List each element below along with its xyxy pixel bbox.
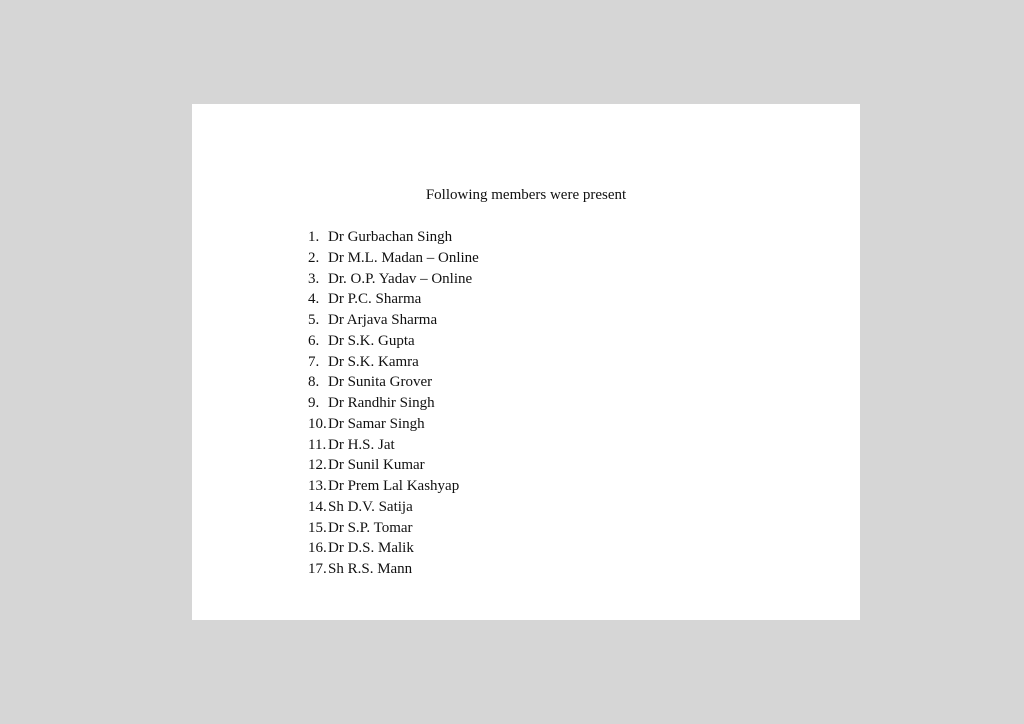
member-item [308, 497, 479, 518]
member-name: Sh R.S. Mann [328, 561, 413, 577]
member-name: Dr H.S. Jat [328, 436, 395, 453]
member-item [308, 455, 479, 476]
member-item [308, 372, 479, 393]
member-name: Dr Sunita Grover [328, 374, 433, 391]
member-item [308, 393, 479, 414]
member-name: Dr S.P. Tomar [328, 519, 413, 536]
member-number: 9. [308, 395, 320, 411]
member-name: Dr P.C. Sharma [328, 291, 422, 308]
member-name: Dr S.K. Gupta [328, 332, 415, 349]
member-item [308, 518, 479, 539]
member-item [308, 269, 479, 290]
member-item [308, 538, 479, 559]
member-name: Sh D.V. Satija [328, 498, 413, 515]
document-page [192, 104, 860, 620]
member-name: Dr Arjava Sharma [328, 312, 438, 328]
member-item [308, 289, 479, 310]
member-number: 2. [308, 249, 320, 266]
member-name: Dr. O.P. Yadav – Online [328, 270, 473, 287]
member-number: 1. [308, 229, 320, 245]
member-name: Dr Samar Singh [328, 415, 425, 432]
member-number: 5. [308, 312, 320, 328]
member-number: 3. [308, 270, 320, 287]
member-name: Dr M.L. Madan – Online [328, 249, 479, 266]
member-number: 10. [308, 415, 327, 432]
member-name: Dr S.K. Kamra [328, 353, 419, 370]
member-number: 6. [308, 332, 320, 349]
member-number: 12. [308, 457, 327, 474]
member-name: Dr Randhir Singh [328, 395, 435, 411]
member-name: Dr D.S. Malik [328, 540, 414, 557]
member-number: 14. [308, 498, 327, 515]
member-item [308, 248, 479, 269]
member-item [308, 476, 479, 497]
member-name: Dr Sunil Kumar [328, 457, 425, 474]
member-number: 16. [308, 540, 327, 557]
member-item [308, 435, 479, 456]
member-number: 13. [308, 478, 327, 494]
member-number: 15. [308, 519, 327, 536]
attendance-heading: Following members were present [425, 187, 627, 203]
member-name: Dr Prem Lal Kashyap [328, 478, 460, 494]
member-item [308, 227, 479, 248]
member-number: 8. [308, 374, 320, 391]
member-number: 4. [308, 291, 320, 308]
member-item [308, 331, 479, 352]
member-item [308, 559, 479, 580]
members-list [308, 227, 479, 580]
member-name: Dr Gurbachan Singh [328, 229, 453, 245]
member-item [308, 310, 479, 331]
member-number: 7. [308, 353, 320, 370]
member-number: 11. [308, 436, 327, 453]
member-item [308, 414, 479, 435]
member-number: 17. [308, 561, 327, 577]
member-item [308, 352, 479, 373]
